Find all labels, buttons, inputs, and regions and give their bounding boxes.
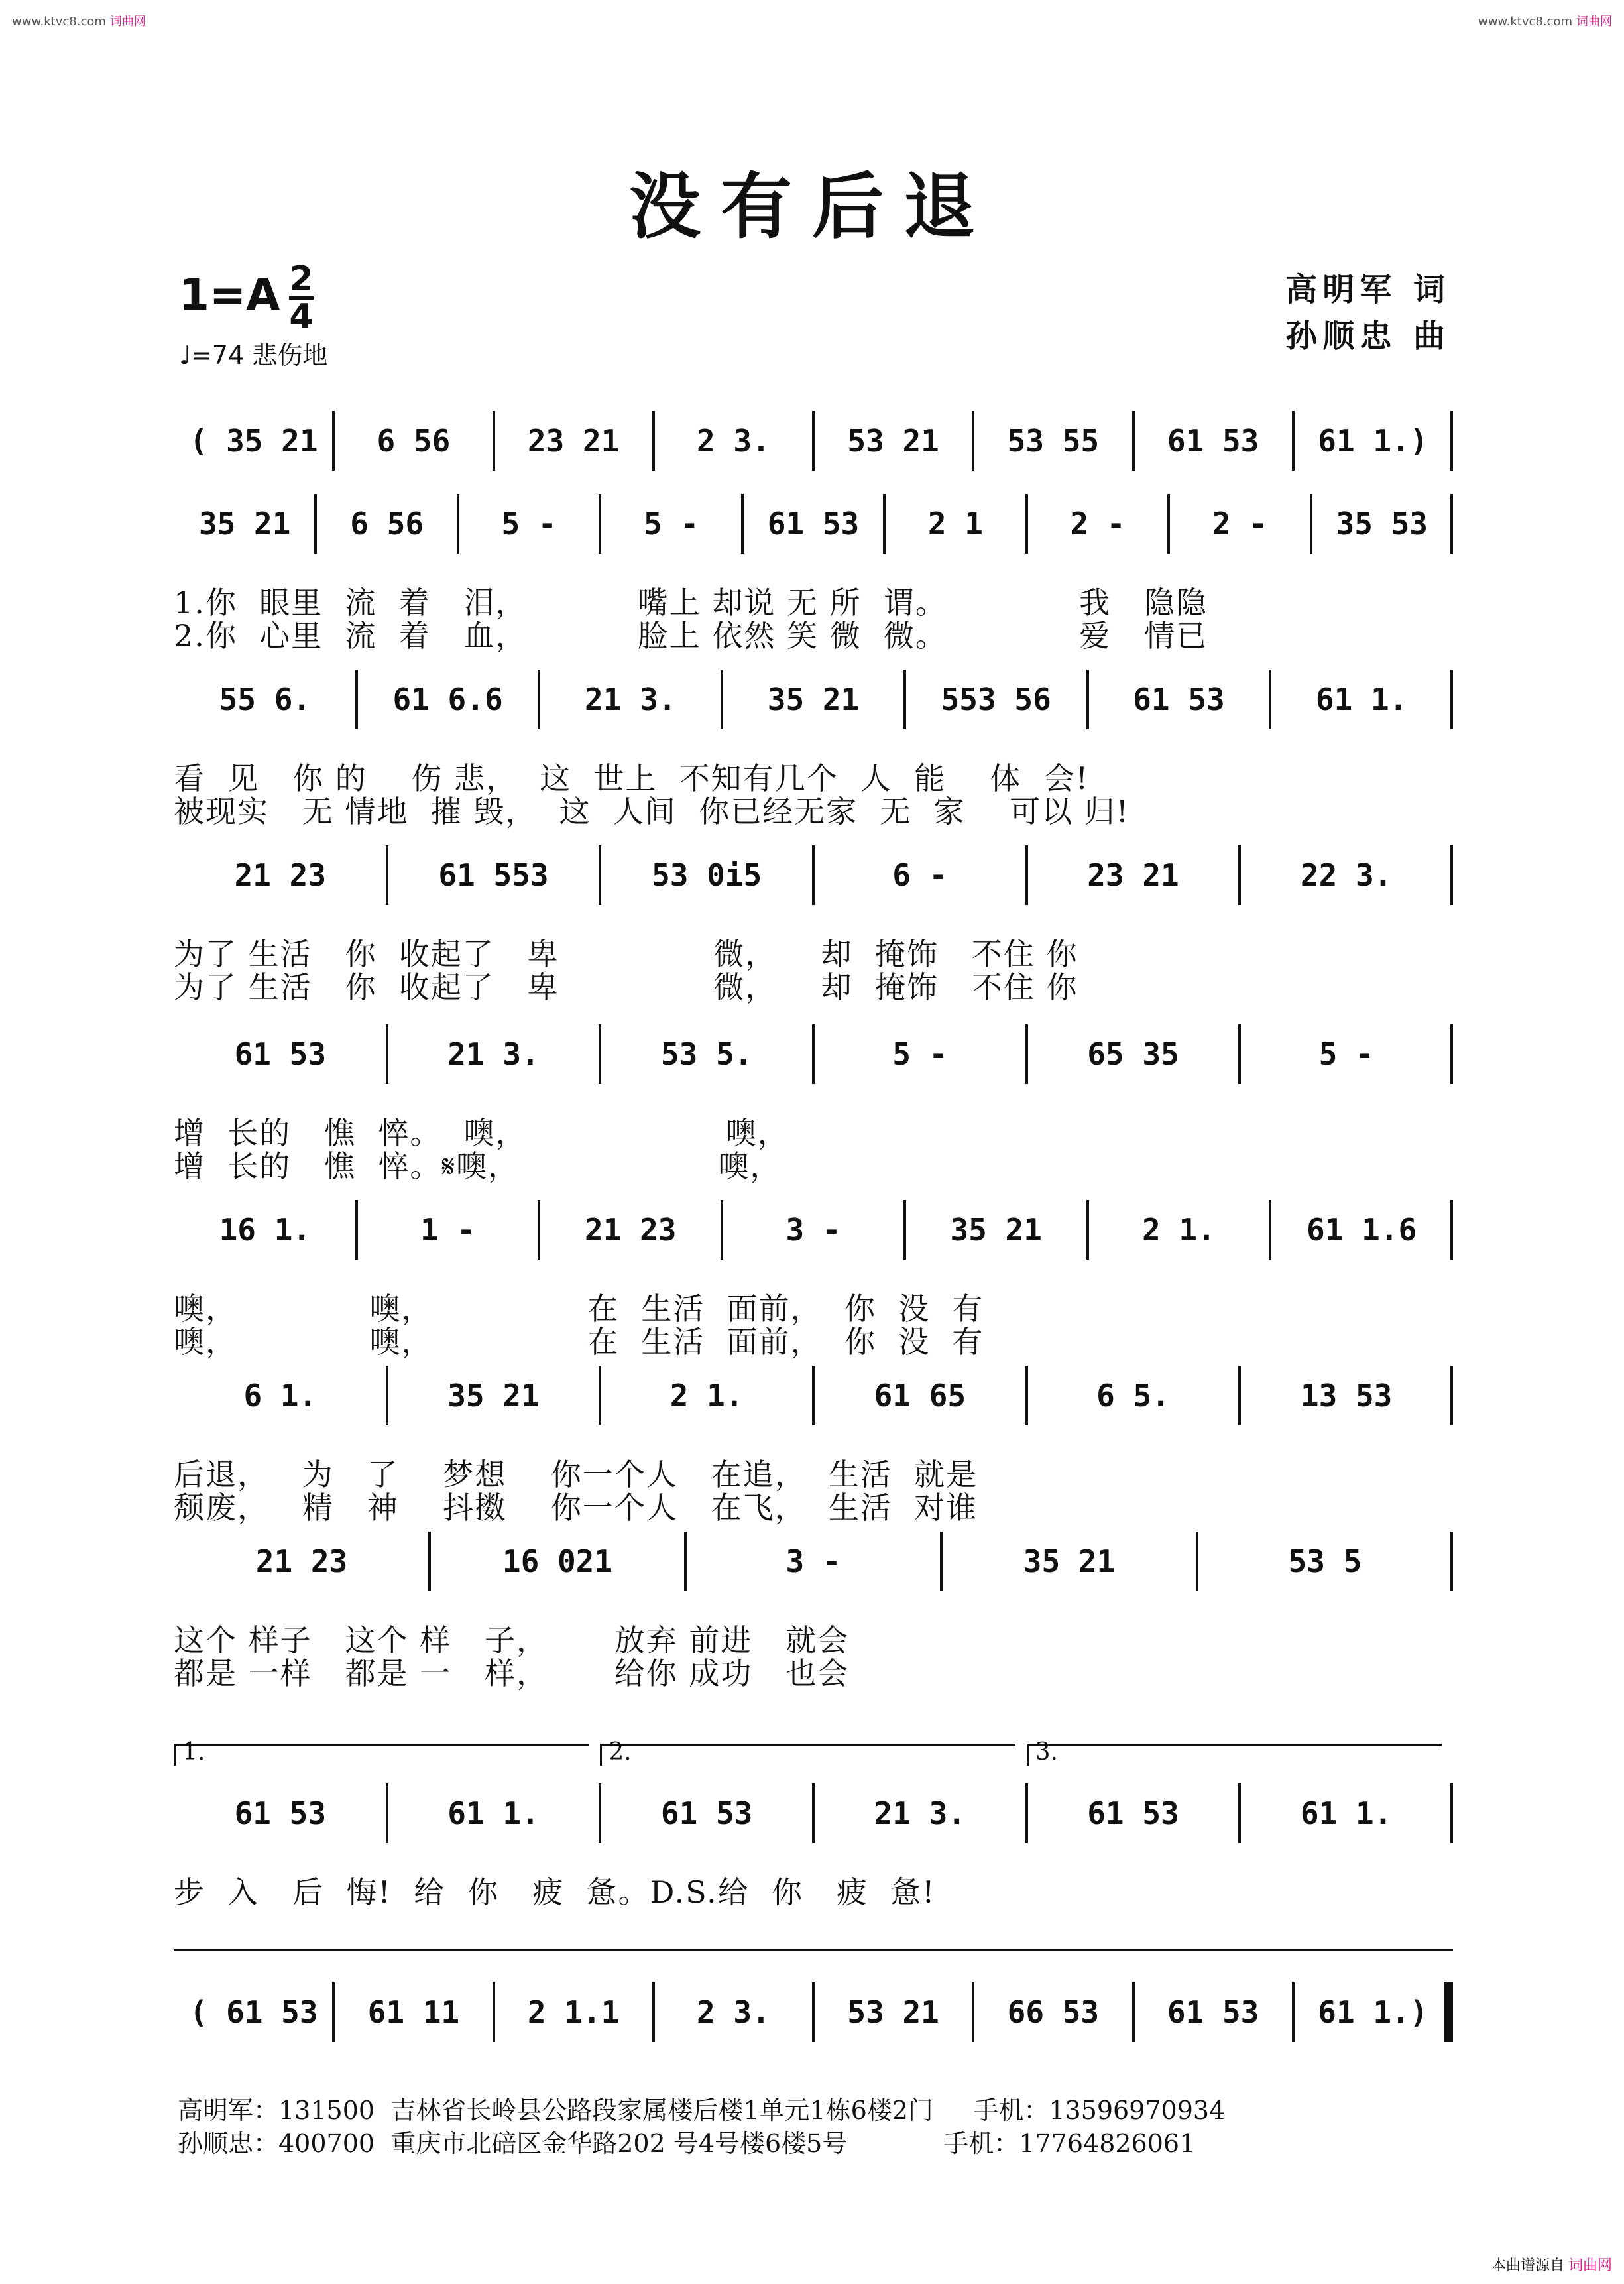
header-site-left: www.ktvc8.com 词曲网 [12,15,146,29]
notation-line [174,494,1453,554]
notation-line [174,1532,1453,1591]
measure: 65 35 [1087,1036,1179,1072]
measure: 35 53 [1336,506,1428,542]
score-system [174,494,1453,660]
measure: 5 - [644,506,699,542]
measure: 61 53 [234,1036,327,1072]
final-barline [1444,1982,1453,2042]
measure: 23 21 [527,423,620,459]
measure: 5 - [501,506,557,542]
measure: 2 3. [696,1994,770,2030]
measure: 61 11 [367,1994,460,2030]
measure: 61 53 [1087,1795,1179,1831]
section-rule [174,1949,1453,1951]
measure: 3 - [785,1212,841,1248]
score-system [174,1366,1453,1532]
measure: 53 0i5 [652,857,762,893]
measure: 2 - [1212,506,1267,542]
lyric-line: 1.你 眼里 流 着 泪， 嘴上 却说 无 所 谓。 我 隐隐 [174,585,1208,621]
score-system [174,845,1453,1011]
measure: 16 021 [502,1543,613,1579]
lyric-line: 这个 样子 这个 样 子， 放弃 前进 就会 [174,1622,850,1658]
score-system [174,1738,1453,1949]
measure: 2 1. [1142,1212,1216,1248]
measure: ( 35 21 [189,423,318,459]
measure: 61 1. [1315,682,1408,717]
measure: 35 21 [447,1378,540,1413]
measure: 66 53 [1007,1994,1100,2030]
measure: 53 21 [847,423,939,459]
measure: 53 21 [847,1994,939,2030]
notation-line [174,1200,1453,1260]
lyric-line: 步 入 后 悔! 给 你 疲 惫。D.S.给 你 疲 惫! [174,1874,936,1910]
measure: 21 23 [234,857,327,893]
lyric-line: 噢， 噢， 在 生活 面前， 你 没 有 [174,1291,984,1327]
measure: 22 3. [1300,857,1393,893]
volta-bracket: 3. [1027,1744,1442,1766]
measure: 61 53 [1133,682,1225,717]
measure: 3 - [785,1543,841,1579]
score-system [174,1024,1453,1190]
song-title: 没有后退 [628,165,995,249]
lyric-line: 都是 一样 都是 一 样， 给你 成功 也会 [174,1655,850,1691]
measure: 6 56 [350,506,424,542]
measure: 61 53 [1167,1994,1259,2030]
barline [1450,411,1453,471]
measure: 21 3. [585,682,677,717]
measure: 53 5. [660,1036,753,1072]
notation-line [174,1783,1453,1843]
contact-line: 高明军：131500 吉林省长岭县公路段家属楼后楼1单元1栋6楼2门 手机：13596970934 [178,2096,1226,2125]
composer-credit: 孙顺忠 曲 [1285,318,1450,355]
lyric-line: 2.你 心里 流 着 血， 脸上 依然 笑 微 微。 爱 情已 [174,618,1208,654]
measure: 2 1.1 [527,1994,620,2030]
measure: 61 553 [438,857,549,893]
measure: 23 21 [1087,857,1179,893]
measure: 6 56 [377,423,451,459]
measure: 2 1 [927,506,983,542]
measure: 61 1.6 [1306,1212,1417,1248]
measure: 6 - [892,857,948,893]
notation-line [174,1982,1453,2042]
lyric-line: 为了 生活 你 收起了 卑 微， 却 掩饰 不住 你 [174,936,1078,972]
measure: 553 56 [941,682,1051,717]
tempo-marking: ♩=74 悲伤地 [179,341,328,370]
barline [1450,494,1453,554]
measure: 53 55 [1007,423,1100,459]
lyric-line: 噢， 噢， 在 生活 面前， 你 没 有 [174,1324,984,1360]
measure: 61 1.) [1318,423,1428,459]
measure: 61 53 [660,1795,753,1831]
measure: 2 3. [696,423,770,459]
barline [1450,670,1453,729]
measure: 35 21 [950,1212,1042,1248]
key-signature: 1=A $\frac{2}{4}$ [179,259,314,337]
credits [1285,267,1450,359]
score-system [174,1532,1453,1697]
measure: 61 53 [234,1795,327,1831]
measure: 61 1. [447,1795,540,1831]
footer-source: 本曲谱源自 词曲网 [1491,2257,1612,2274]
measure: 2 1. [669,1378,744,1413]
lyric-line: 看 见 你 的 伤 悲， 这 世上 不知有几个 人 能 体 会! [174,760,1090,796]
volta-bracket: 1. [174,1744,589,1766]
lyric-line: 为了 生活 你 收起了 卑 微， 却 掩饰 不住 你 [174,969,1078,1005]
notation-line [174,411,1453,471]
measure: 21 3. [447,1036,540,1072]
barline [1450,1200,1453,1260]
barline [1450,1783,1453,1843]
measure: 5 - [1318,1036,1374,1072]
measure: 61 53 [1167,423,1259,459]
measure: 16 1. [219,1212,312,1248]
measure: 21 23 [585,1212,677,1248]
contact-info [178,2094,1225,2160]
measure: 35 21 [1023,1543,1116,1579]
score-system [174,670,1453,835]
score-system [174,1200,1453,1366]
measure: 6 1. [243,1378,318,1413]
barline [1450,1532,1453,1591]
lyricist-credit: 高明军 词 [1285,271,1450,308]
lyric-line: 增 长的 憔 悴。 噢， 噢， [174,1115,789,1151]
measure: 35 21 [767,682,860,717]
lyric-line: 被现实 无 情地 摧 毁， 这 人间 你已经无家 无 家 可以 归! [174,794,1130,829]
measure: 61 1.) [1318,1994,1428,2030]
measure: 13 53 [1300,1378,1393,1413]
lyric-line: 增 长的 憔 悴。𝄋噢， 噢， [174,1148,782,1184]
lyric-line: 后退， 为 了 梦想 你一个人 在追， 生活 就是 [174,1457,978,1492]
notation-line [174,1024,1453,1084]
measure: 55 6. [219,682,312,717]
measure: 21 23 [255,1543,348,1579]
measure: 5 - [892,1036,948,1072]
lyric-line: 颓废， 精 神 抖擞 你一个人 在飞， 生活 对谁 [174,1490,978,1526]
measure: 1 - [420,1212,476,1248]
measure: 35 21 [198,506,291,542]
barline [1450,1366,1453,1425]
measure: 61 53 [767,506,860,542]
measure: 61 65 [874,1378,966,1413]
measure: 2 - [1070,506,1126,542]
time-signature: $\frac{2}{4}$ [289,259,314,337]
measure: 53 5 [1288,1543,1362,1579]
measure: 61 6.6 [392,682,503,717]
measure: ( 61 53 [189,1994,318,2030]
notation-line [174,670,1453,729]
volta-bracket: 2. [600,1744,1015,1766]
measure: 21 3. [874,1795,966,1831]
barline [1450,845,1453,905]
measure: 61 1. [1300,1795,1393,1831]
notation-line [174,845,1453,905]
contact-line: 孙顺忠：400700 重庆市北碚区金华路202 号4号楼6楼5号 手机：17764826061 [178,2129,1196,2158]
notation-line [174,1366,1453,1425]
barline [1450,1024,1453,1084]
measure: 6 5. [1096,1378,1170,1413]
header-site-right: www.ktvc8.com 词曲网 [1478,15,1612,29]
